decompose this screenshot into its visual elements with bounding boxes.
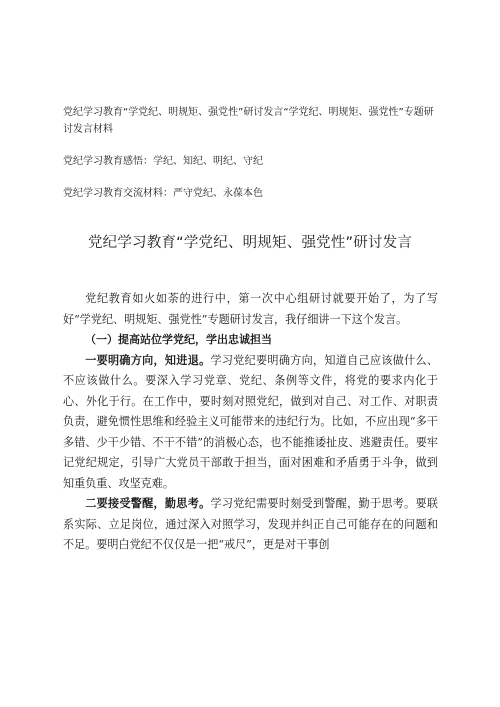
paragraph-text: 学习党纪需要时刻受到警醒，勤于思考。要联系实际、立足岗位，通过深入对照学习，发现并纠正自己可能存在的问题和不足。要明白党纪不仅仅是一把“戒尺”，更是对干事创 [63,497,438,551]
toc-entry-2: 党纪学习教育感悟：学纪、知纪、明纪、守纪 [63,156,263,167]
body-paragraph-1 [63,351,438,495]
document-body [63,289,438,556]
paragraph-lead: 二要接受警醒，勤思考。 [85,497,211,510]
body-paragraph-2 [63,494,438,556]
intro-paragraph: 党纪教育如火如荼的进行中，第一次中心组研讨就要开始了，为了写好“学党纪、明规矩、强党性”专题研讨发言，我仔细讲一下这个发言。 [63,292,438,326]
document-title: 党纪学习教育“学党纪、明规矩、强党性”研讨发言 [87,235,413,251]
section-heading: （一）提高站位学党纪，学出忠诚担当 [85,333,272,346]
toc-entry-3: 党纪学习教育交流材料：严守党纪、永葆本色 [63,188,263,199]
paragraph-lead: 一要明确方向，知进退。 [85,353,211,367]
paragraph-text: 学习党纪要明确方向，知道自己应该做什么、不应该做什么。要深入学习党章、党纪、条例等文件，将党的要求内化于心、外化于行。在工作中，要时刻对照党纪，做到对自己、对工作、对职责负责，避免惯性思维和经验主义可能带来的违纪行为。比如，不应出现“多干多错、少干少错、不干不错”的消极心态，也不能推诿扯皮、逃避责任。要牢记党纪规定，引导广大党员干部敢于担当，面对困难和矛盾勇于斗争，做到知重负重、攻坚克难。 [63,353,438,490]
toc-entry-1: 党纪学习教育“学党纪、明规矩、强党性”研讨发言“学党纪、明规矩、强党性”专题研讨发言材料 [63,107,434,135]
